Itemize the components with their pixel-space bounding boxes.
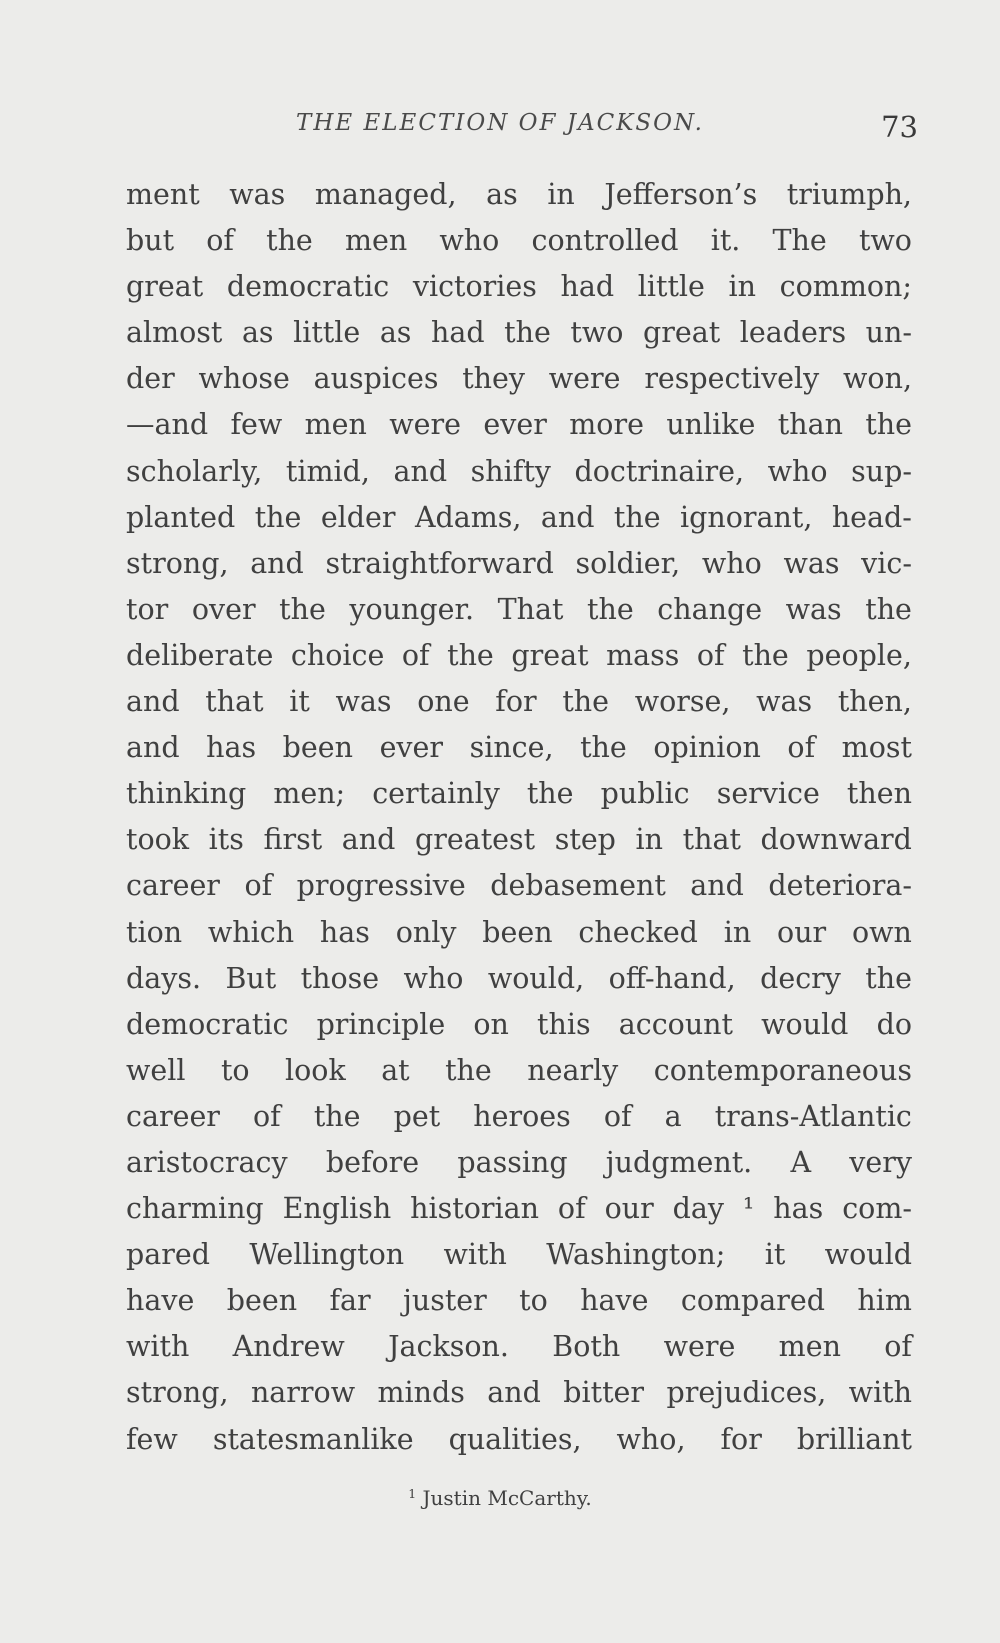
word: more	[569, 408, 644, 442]
word: Jefferson’s	[604, 178, 758, 211]
word: look	[285, 1053, 346, 1087]
word: trans-Atlantic	[714, 1099, 912, 1133]
word: have	[126, 1284, 195, 1318]
word: compared	[680, 1284, 826, 1318]
word: Both	[552, 1330, 621, 1364]
word: who	[767, 454, 828, 488]
text-line	[126, 541, 912, 587]
word: great	[126, 270, 204, 304]
word: career	[126, 1099, 220, 1133]
word: it.	[710, 224, 741, 258]
text-line	[126, 956, 912, 1002]
word: almost	[126, 316, 223, 350]
word: it	[764, 1238, 786, 1272]
word: was	[756, 685, 813, 719]
word: charming	[126, 1192, 264, 1226]
word: then,	[837, 685, 912, 719]
word: narrow	[250, 1376, 356, 1410]
word: but	[126, 224, 175, 258]
word: would,	[487, 961, 585, 995]
word: progressive	[296, 869, 466, 903]
word: was	[229, 178, 286, 211]
word: choice	[290, 638, 385, 672]
word: and	[250, 546, 304, 580]
word: of	[603, 1099, 632, 1133]
word: of	[696, 638, 725, 672]
word: the	[313, 1099, 361, 1133]
text-line	[126, 863, 912, 909]
word: heroes	[473, 1099, 571, 1133]
word: debasement	[490, 869, 666, 903]
word: very	[849, 1145, 912, 1179]
word: of	[206, 224, 234, 258]
word: doctrinaire,	[574, 454, 745, 488]
word: that	[682, 823, 741, 857]
word: of	[401, 638, 430, 672]
word: statesmanlike	[212, 1422, 414, 1456]
word: deteriora-	[768, 869, 912, 903]
word: the	[254, 500, 302, 534]
word: of	[253, 1099, 281, 1133]
word: straightforward	[325, 546, 554, 580]
word: in	[728, 270, 757, 304]
word: certainly	[372, 777, 500, 811]
word: day	[672, 1192, 724, 1226]
text-line	[126, 817, 912, 863]
word: ignorant,	[680, 500, 813, 534]
word: the	[580, 731, 627, 765]
text-line	[126, 1278, 912, 1324]
text-line	[126, 264, 912, 310]
word: democratic	[226, 270, 390, 304]
word: and	[393, 454, 448, 488]
word: only	[395, 915, 457, 949]
word: won,	[843, 362, 912, 396]
word: that	[205, 685, 264, 719]
word: sup-	[851, 454, 912, 488]
word: and	[690, 869, 744, 903]
word: judgment.	[605, 1145, 753, 1179]
text-line	[126, 587, 912, 633]
word: downward	[760, 823, 912, 857]
text-line	[126, 1186, 912, 1232]
word: the	[447, 638, 494, 672]
word: men	[304, 408, 367, 442]
word: A	[790, 1145, 812, 1179]
text-line	[126, 1094, 912, 1140]
word: who	[701, 546, 762, 580]
word: first	[263, 823, 323, 857]
word: Jackson.	[388, 1330, 509, 1364]
word: ever	[483, 408, 547, 442]
word: English	[282, 1192, 392, 1226]
word: and	[126, 731, 180, 765]
word: took	[126, 823, 190, 857]
word: deliberate	[126, 638, 274, 672]
word: scholarly,	[126, 454, 263, 488]
word: him	[857, 1284, 912, 1318]
word: timid,	[285, 454, 370, 488]
word: been	[226, 1284, 298, 1318]
word: That	[497, 592, 564, 626]
word: one	[417, 685, 470, 719]
text-line	[126, 449, 912, 495]
word: prejudices,	[666, 1376, 827, 1410]
word: common;	[779, 270, 912, 304]
word: managed,	[314, 178, 457, 211]
word: and	[126, 685, 180, 719]
word: der	[126, 362, 175, 396]
word: been	[482, 915, 553, 949]
text-line	[126, 218, 912, 264]
footnote-marker: 1	[408, 1486, 417, 1502]
word: few	[230, 408, 283, 442]
word: to	[220, 1053, 250, 1087]
text-line	[126, 1370, 912, 1416]
word: as	[241, 316, 274, 350]
word: mass	[606, 638, 680, 672]
word: qualities,	[448, 1422, 582, 1456]
word: was	[785, 592, 842, 626]
word: unlike	[666, 408, 756, 442]
footnote	[0, 1486, 1000, 1510]
text-line	[126, 910, 912, 956]
word: of	[244, 869, 273, 903]
page-number: 73	[881, 110, 918, 144]
text-line	[126, 1048, 912, 1094]
word: pared	[126, 1238, 210, 1272]
word: —and	[126, 408, 209, 442]
word: soldier,	[575, 546, 681, 580]
word: whose	[198, 362, 290, 396]
word: own	[852, 915, 912, 949]
word: days.	[126, 961, 202, 995]
word: service	[716, 777, 820, 811]
word: victories	[412, 270, 537, 304]
word: the	[865, 408, 912, 442]
word: do	[876, 1007, 912, 1041]
word: for	[720, 1422, 762, 1456]
text-line	[126, 1232, 912, 1278]
word: thinking	[126, 777, 247, 811]
text-line	[126, 356, 912, 402]
word: little	[293, 316, 361, 350]
word: those	[300, 961, 380, 995]
word: the	[865, 592, 912, 626]
word: juster	[403, 1284, 487, 1318]
word: the	[445, 1053, 492, 1087]
word: principle	[316, 1007, 446, 1041]
word: The	[772, 224, 827, 258]
text-line	[126, 771, 912, 817]
word: vic-	[861, 546, 912, 580]
word: its	[208, 823, 244, 857]
word: un-	[865, 316, 912, 350]
word: account	[618, 1007, 733, 1041]
word: the	[587, 592, 634, 626]
text-line	[126, 725, 912, 771]
word: has	[773, 1192, 824, 1226]
word: on	[473, 1007, 509, 1041]
word: controlled	[531, 224, 679, 258]
word: leaders	[739, 316, 847, 350]
word: which	[207, 915, 295, 949]
word: minds	[377, 1376, 465, 1410]
word: in	[723, 915, 752, 949]
word: men	[344, 224, 408, 258]
word: and	[487, 1376, 541, 1410]
word: with	[443, 1238, 507, 1272]
word: respectively	[644, 362, 820, 396]
word: tion	[126, 915, 183, 949]
word: Andrew	[232, 1330, 345, 1364]
word: been	[282, 731, 354, 765]
word: then	[846, 777, 912, 811]
word: auspices	[313, 362, 439, 396]
word: had	[560, 270, 615, 304]
text-line	[126, 1140, 912, 1186]
word: little	[637, 270, 705, 304]
word: the	[865, 961, 912, 995]
word: before	[325, 1145, 420, 1179]
word: was	[783, 546, 840, 580]
word: of	[557, 1192, 586, 1226]
word: than	[777, 408, 843, 442]
word: the	[742, 638, 789, 672]
word: the	[279, 592, 326, 626]
word: aristocracy	[126, 1145, 288, 1179]
word: ever	[379, 731, 444, 765]
word: two	[858, 224, 912, 258]
word: with	[848, 1376, 912, 1410]
word: men	[778, 1330, 841, 1364]
word: were	[389, 408, 462, 442]
word: head-	[831, 500, 912, 534]
word: greatest	[415, 823, 536, 857]
word: over	[191, 592, 256, 626]
word: Wellington	[249, 1238, 405, 1272]
text-line	[126, 1324, 912, 1370]
word: elder	[320, 500, 396, 534]
text-line	[126, 172, 912, 218]
word: in	[547, 178, 575, 211]
word: great	[511, 638, 589, 672]
word: people,	[806, 638, 912, 672]
text-line	[126, 633, 912, 679]
word: the	[562, 685, 609, 719]
word: nearly	[527, 1053, 619, 1087]
word: would	[761, 1007, 849, 1041]
word: great	[642, 316, 721, 350]
word: to	[519, 1284, 548, 1318]
word: who	[439, 224, 500, 258]
word: planted	[126, 500, 236, 534]
word: well	[126, 1053, 186, 1087]
word: with	[126, 1330, 190, 1364]
word: the	[613, 500, 661, 534]
text-line	[126, 1002, 912, 1048]
body-text	[126, 172, 912, 1463]
footnote-text: Justin McCarthy.	[422, 1486, 592, 1510]
word: men;	[273, 777, 346, 811]
word: younger.	[349, 592, 475, 626]
word: tor	[126, 592, 169, 626]
word: since,	[469, 731, 554, 765]
word: bitter	[563, 1376, 645, 1410]
word: worse,	[634, 685, 731, 719]
word: public	[600, 777, 690, 811]
word: ¹	[742, 1192, 755, 1226]
word: Washington;	[546, 1238, 726, 1272]
word: this	[537, 1007, 591, 1041]
word: brilliant	[796, 1422, 912, 1456]
word: checked	[578, 915, 698, 949]
word: and	[540, 500, 595, 534]
word: ment	[126, 178, 200, 211]
word: few	[126, 1422, 178, 1456]
word: change	[657, 592, 763, 626]
word: our	[604, 1192, 654, 1226]
word: contemporaneous	[653, 1053, 912, 1087]
word: career	[126, 869, 220, 903]
word: was	[335, 685, 392, 719]
word: our	[777, 915, 827, 949]
word: who,	[616, 1422, 686, 1456]
word: the	[504, 316, 551, 350]
word: has	[206, 731, 257, 765]
word: would	[824, 1238, 912, 1272]
word: But	[225, 961, 277, 995]
text-line	[126, 1417, 912, 1463]
text-line	[126, 495, 912, 541]
text-line	[126, 402, 912, 448]
word: of	[787, 731, 816, 765]
text-line	[126, 310, 912, 356]
word: they	[462, 362, 526, 396]
word: decry	[760, 961, 841, 995]
word: were	[548, 362, 621, 396]
word: strong,	[126, 1376, 229, 1410]
word: passing	[457, 1145, 568, 1179]
word: opinion	[653, 731, 761, 765]
word: has	[319, 915, 370, 949]
word: shifty	[470, 454, 551, 488]
word: historian	[410, 1192, 539, 1226]
word: the	[526, 777, 574, 811]
word: the	[266, 224, 313, 258]
word: two	[570, 316, 624, 350]
word: com-	[842, 1192, 912, 1226]
word: strong,	[126, 546, 229, 580]
word: of	[884, 1330, 912, 1364]
word: had	[431, 316, 485, 350]
word: democratic	[126, 1007, 289, 1041]
running-head	[0, 110, 1000, 150]
word: in	[635, 823, 664, 857]
word: step	[554, 823, 616, 857]
word: as	[486, 178, 518, 211]
word: at	[381, 1053, 410, 1087]
word: it	[289, 685, 310, 719]
word: a	[664, 1099, 682, 1133]
word: and	[341, 823, 396, 857]
word: pet	[393, 1099, 441, 1133]
text-line	[126, 679, 912, 725]
word: for	[495, 685, 537, 719]
word: who	[403, 961, 464, 995]
word: Adams,	[414, 500, 522, 534]
running-title: THE ELECTION OF JACKSON.	[296, 110, 704, 136]
word: have	[580, 1284, 649, 1318]
word: triumph,	[786, 178, 912, 211]
word: off-hand,	[608, 961, 736, 995]
word: were	[663, 1330, 736, 1364]
word: far	[329, 1284, 371, 1318]
word: most	[841, 731, 912, 765]
word: as	[379, 316, 412, 350]
